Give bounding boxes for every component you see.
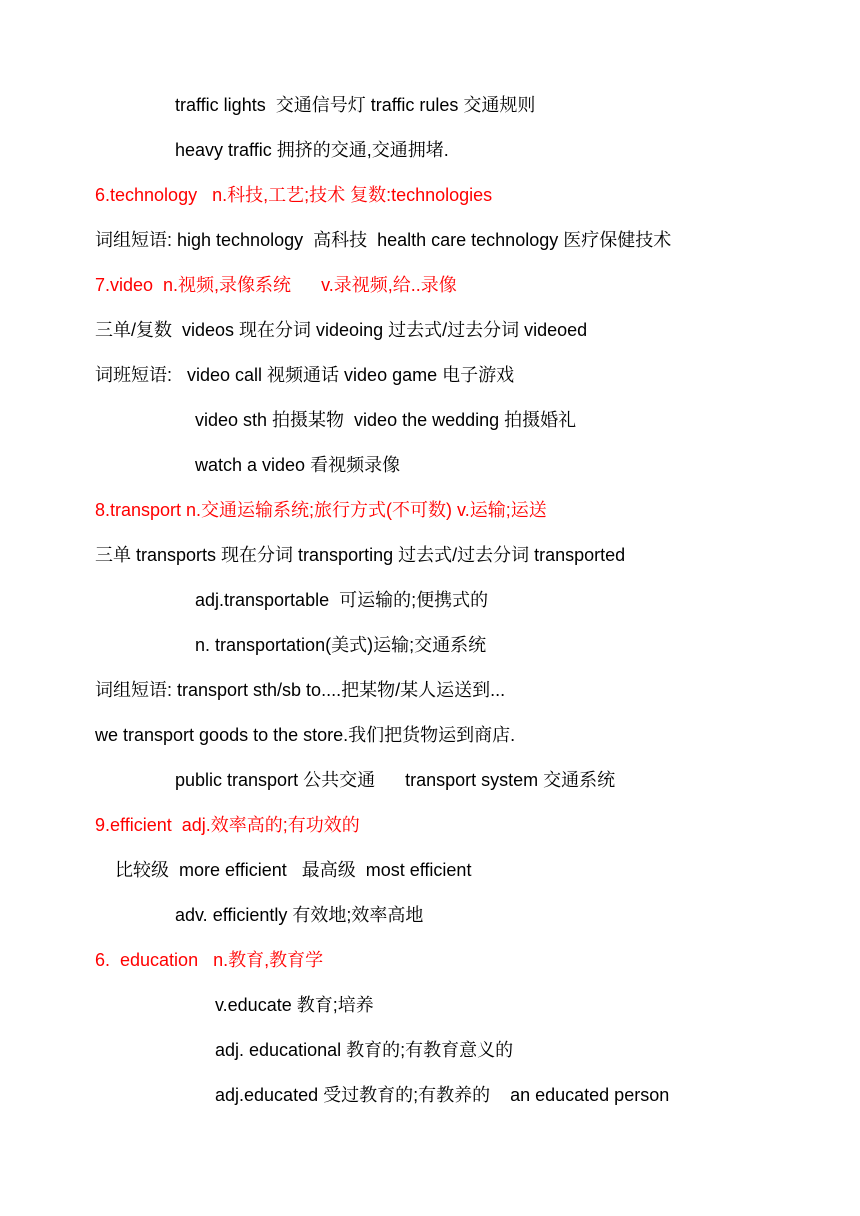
line-transport-forms: 三单 transports 现在分词 transporting 过去式/过去分词 transported [95,545,626,565]
heading-transport: 8.transport n.交通运输系统;旅行方式(不可数) v.运输;运送 [95,500,547,520]
line-transport-example: we transport goods to the store.我们把货物运到商店. [95,725,516,745]
line-video-phrases: 词班短语: video call 视频通话 video game 电子游戏 [95,365,515,385]
line-video-forms: 三单/复数 videos 现在分词 videoing 过去式/过去分词 videoed [95,320,588,340]
line-efficient-comparison: 比较级 more efficient 最高级 most efficient [115,860,472,880]
line-transportation: n. transportation(美式)运输;交通系统 [195,635,487,655]
line-heavy-traffic: heavy traffic 拥挤的交通,交通拥堵. [175,140,449,160]
line-traffic-lights: traffic lights 交通信号灯 traffic rules 交通规则 [175,95,536,115]
heading-video: 7.video n.视频,录像系统 v.录视频,给..录像 [95,275,457,295]
line-transportable: adj.transportable 可运输的;便携式的 [195,590,489,610]
line-video-sth: video sth 拍摄某物 video the wedding 拍摄婚礼 [195,410,577,430]
heading-education: 6. education n.教育,教育学 [95,950,324,970]
heading-technology: 6.technology n.科技,工艺;技术 复数:technologies [95,185,493,205]
line-public-transport: public transport 公共交通 transport system 交通系统 [175,770,616,790]
line-educate: v.educate 教育;培养 [215,995,374,1015]
line-educational: adj. educational 教育的;有教育意义的 [215,1040,514,1060]
line-educated: adj.educated 受过教育的;有教养的 an educated person [215,1085,670,1105]
heading-efficient: 9.efficient adj.效率高的;有功效的 [95,815,360,835]
line-technology-phrases: 词组短语: high technology 高科技 health care technology 医疗保健技术 [95,230,672,250]
line-efficiently: adv. efficiently 有效地;效率高地 [175,905,424,925]
line-watch-video: watch a video 看视频录像 [195,455,401,475]
line-transport-phrases: 词组短语: transport sth/sb to....把某物/某人运送到... [95,680,506,700]
